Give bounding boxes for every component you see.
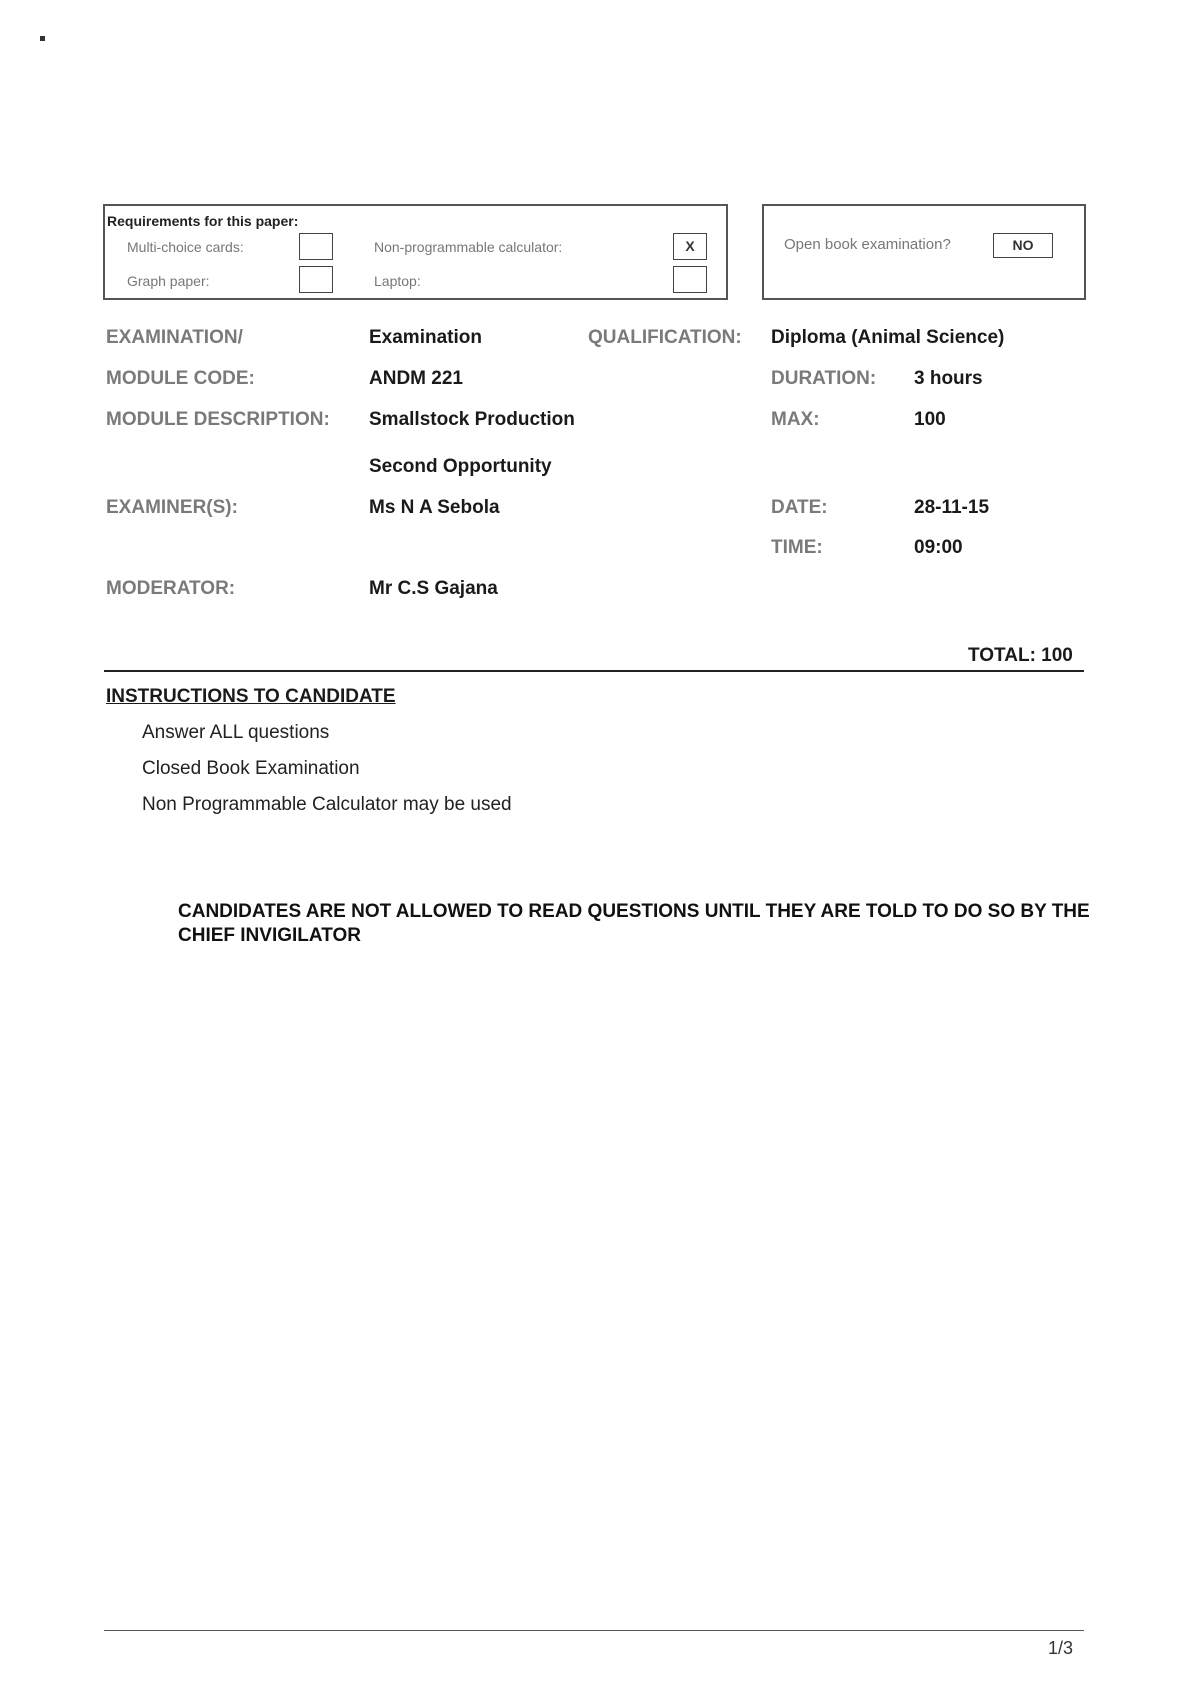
time-label: TIME: xyxy=(771,537,823,558)
opportunity-value: Second Opportunity xyxy=(369,456,552,477)
max-label: MAX: xyxy=(771,409,820,430)
multi-choice-label: Multi-choice cards: xyxy=(127,239,244,255)
instruction-item: Closed Book Examination xyxy=(142,758,360,779)
module-code-label: MODULE CODE: xyxy=(106,368,255,389)
instruction-item: Non Programmable Calculator may be used xyxy=(142,794,512,815)
time-value: 09:00 xyxy=(914,537,963,558)
qualification-label: QUALIFICATION: xyxy=(588,327,742,348)
date-value: 28-11-15 xyxy=(914,497,990,518)
laptop-checkbox xyxy=(673,266,707,293)
open-book-box xyxy=(762,204,1086,300)
moderator-label: MODERATOR: xyxy=(106,578,236,599)
graph-paper-label: Graph paper: xyxy=(127,273,210,289)
examiner-label: EXAMINER(S): xyxy=(106,497,238,518)
duration-value: 3 hours xyxy=(914,368,983,389)
scan-mark xyxy=(40,36,45,41)
requirements-title: Requirements for this paper: xyxy=(107,213,299,229)
moderator-value: Mr C.S Gajana xyxy=(369,578,498,599)
multi-choice-checkbox xyxy=(299,233,333,260)
date-label: DATE: xyxy=(771,497,828,518)
total-marks: TOTAL: 100 xyxy=(968,645,1073,666)
requirements-box xyxy=(103,204,728,300)
module-code-value: ANDM 221 xyxy=(369,368,463,389)
open-book-value: NO xyxy=(993,233,1053,258)
module-description-value: Smallstock Production xyxy=(369,409,575,430)
laptop-label: Laptop: xyxy=(374,273,421,289)
open-book-label: Open book examination? xyxy=(784,236,951,253)
duration-label: DURATION: xyxy=(771,368,877,389)
examination-label: EXAMINATION/ xyxy=(106,327,243,348)
max-value: 100 xyxy=(914,409,946,430)
qualification-value: Diploma (Animal Science) xyxy=(771,327,1005,348)
calculator-label: Non-programmable calculator: xyxy=(374,239,563,255)
examination-value: Examination xyxy=(369,327,482,348)
calculator-checkbox: X xyxy=(673,233,707,260)
instruction-item: Answer ALL questions xyxy=(142,722,330,743)
examiner-value: Ms N A Sebola xyxy=(369,497,500,518)
instructions-heading: INSTRUCTIONS TO CANDIDATE xyxy=(106,686,396,707)
graph-paper-checkbox xyxy=(299,266,333,293)
page-number: 1/3 xyxy=(1048,1638,1074,1658)
module-description-label: MODULE DESCRIPTION: xyxy=(106,409,330,430)
footer-divider xyxy=(104,1630,1084,1631)
header-divider xyxy=(104,670,1084,672)
invigilator-notice: CANDIDATES ARE NOT ALLOWED TO READ QUESTIONS UNTIL THEY ARE TOLD TO DO SO BY THE CHIEF INVIGILATOR xyxy=(178,901,1090,946)
